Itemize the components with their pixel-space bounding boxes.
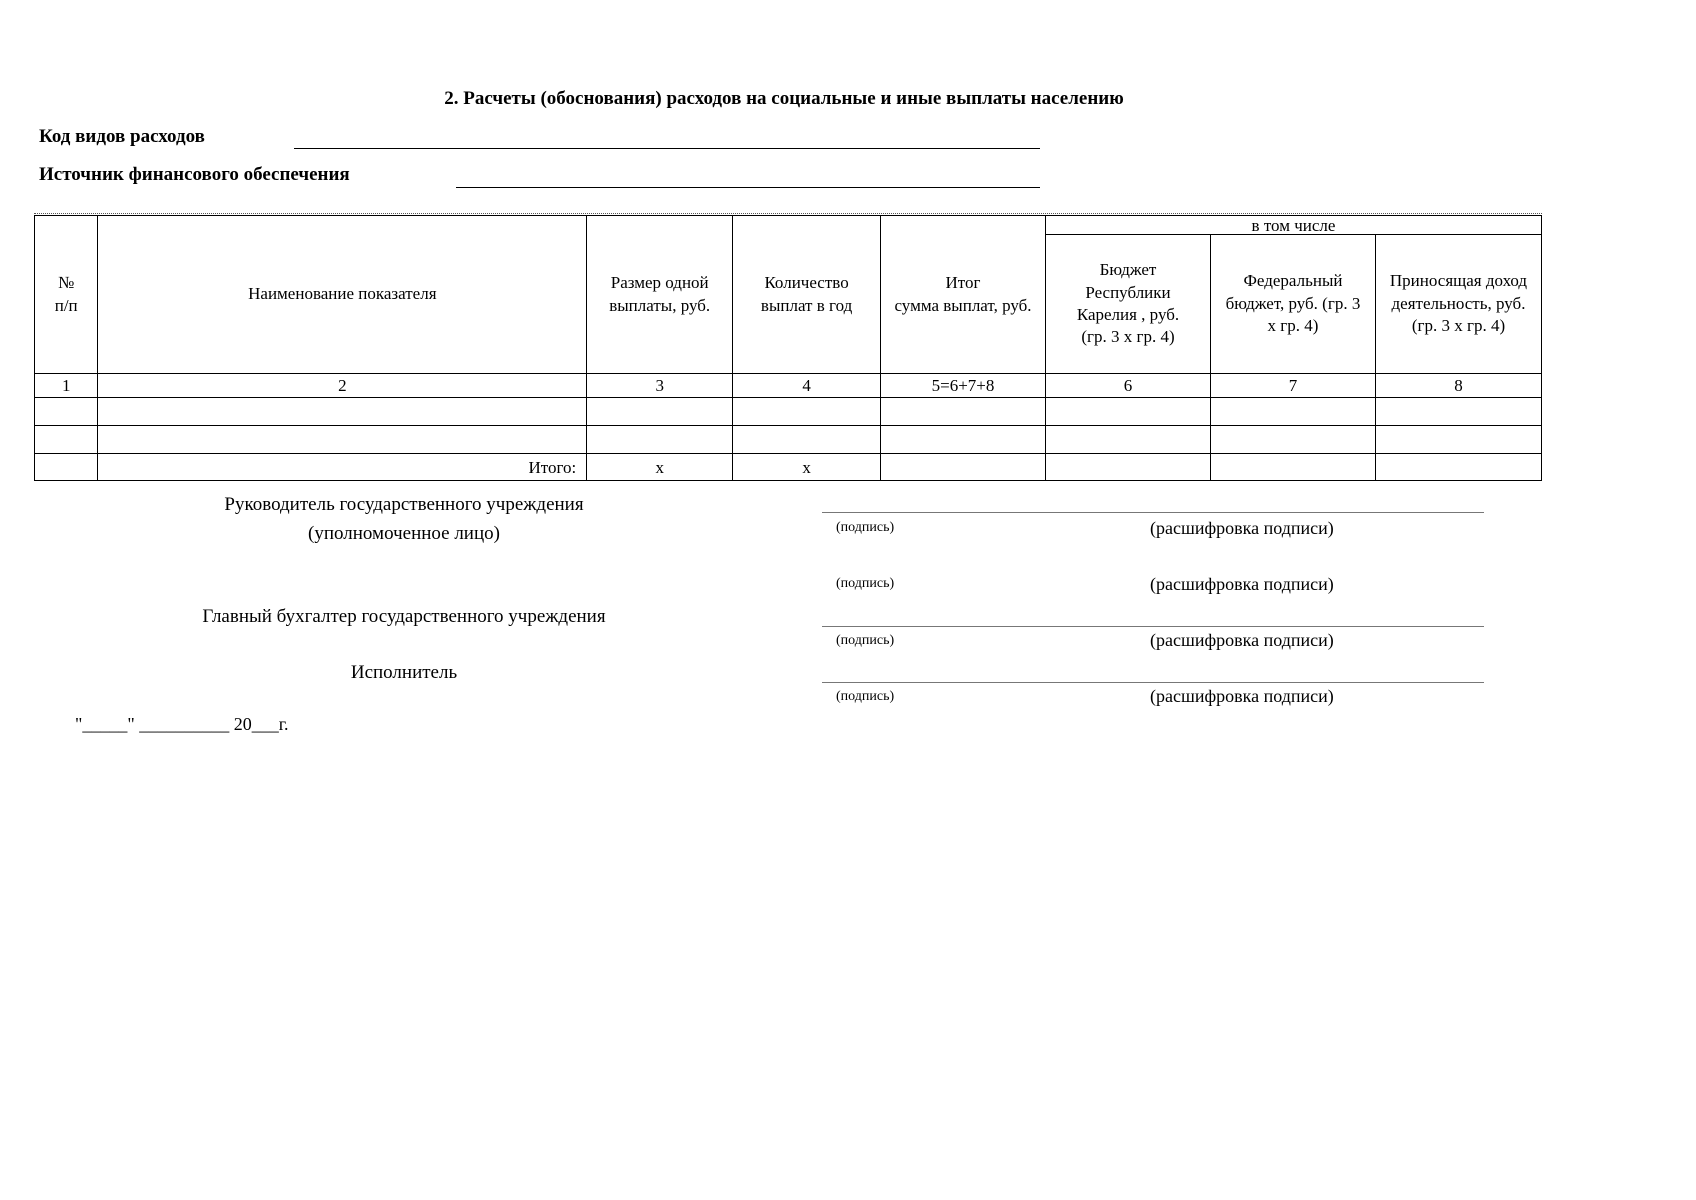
table-cell[interactable] xyxy=(1375,398,1541,426)
column-number: 3 xyxy=(587,374,733,398)
executor-title: Исполнитель xyxy=(350,662,458,683)
chief-accountant-title: Главный бухгалтер государственного учреждения xyxy=(202,606,606,627)
date-line[interactable]: "_____" __________ 20___г. xyxy=(75,714,289,734)
funding-source-label: Источник финансового обеспечения xyxy=(39,164,350,185)
chief-accountant-signature-line[interactable] xyxy=(822,626,1484,627)
total-karelia-cell[interactable] xyxy=(1046,454,1211,481)
header-payment-count: Количество выплат в год xyxy=(733,216,881,374)
header-karelia-budget: Бюджет Республики Карелия , руб. (гр. 3 х гр. 4) xyxy=(1046,235,1211,374)
expense-code-label: Код видов расходов xyxy=(39,126,205,147)
table-top-dotted-rule xyxy=(34,213,1542,214)
total-sum-cell[interactable] xyxy=(881,454,1046,481)
head-signature-line[interactable] xyxy=(822,512,1484,513)
table-cell[interactable] xyxy=(1210,426,1375,454)
table-cell[interactable] xyxy=(98,426,587,454)
table-cell[interactable] xyxy=(1046,426,1211,454)
total-income-cell[interactable] xyxy=(1375,454,1541,481)
header-payment-size: Размер одной выплаты, руб. xyxy=(587,216,733,374)
total-federal-cell[interactable] xyxy=(1210,454,1375,481)
total-row xyxy=(35,454,1542,481)
table-cell[interactable] xyxy=(35,398,98,426)
header-row-number: № п/п xyxy=(35,216,98,374)
header-income-activity: Приносящая доход деятельность, руб. (гр. 3 х гр. 4) xyxy=(1375,235,1541,374)
column-number: 2 xyxy=(98,374,587,398)
second-signature-caption: (подпись) xyxy=(836,576,895,591)
chief-accountant-signature-caption: (подпись) xyxy=(836,633,895,648)
table-cell[interactable] xyxy=(733,426,881,454)
table-row xyxy=(35,398,1542,426)
header-including: в том числе xyxy=(1046,216,1542,235)
expenses-table xyxy=(34,215,1542,481)
column-number: 8 xyxy=(1375,374,1541,398)
table-row xyxy=(35,426,1542,454)
total-size-cell: x xyxy=(587,454,733,481)
table-cell[interactable] xyxy=(587,426,733,454)
second-decoding-caption: (расшифровка подписи) xyxy=(1150,574,1334,594)
executor-decoding-caption: (расшифровка подписи) xyxy=(1150,686,1334,706)
header-federal-budget: Федеральный бюджет, руб. (гр. 3 х гр. 4) xyxy=(1210,235,1375,374)
column-number: 5=6+7+8 xyxy=(881,374,1046,398)
head-decoding-caption: (расшифровка подписи) xyxy=(1150,518,1334,538)
header-indicator-name: Наименование показателя xyxy=(98,216,587,374)
column-number: 6 xyxy=(1046,374,1211,398)
column-number: 4 xyxy=(733,374,881,398)
table-cell[interactable] xyxy=(881,398,1046,426)
funding-source-input-line[interactable] xyxy=(456,187,1040,188)
table-cell[interactable] xyxy=(1375,426,1541,454)
table-cell[interactable] xyxy=(881,426,1046,454)
document-title: 2. Расчеты (обоснования) расходов на социальные и иные выплаты населению xyxy=(444,88,1124,109)
table-cell[interactable] xyxy=(1210,398,1375,426)
total-label: Итого: xyxy=(98,454,587,481)
chief-accountant-decoding-caption: (расшифровка подписи) xyxy=(1150,630,1334,650)
total-count-cell: x xyxy=(733,454,881,481)
table-cell[interactable] xyxy=(98,398,587,426)
table-cell[interactable] xyxy=(1046,398,1211,426)
column-number: 7 xyxy=(1210,374,1375,398)
table-cell[interactable] xyxy=(35,426,98,454)
column-numbers-row xyxy=(35,374,1542,398)
head-signature-caption: (подпись) xyxy=(836,520,895,535)
table-cell xyxy=(35,454,98,481)
header-row-top xyxy=(35,216,1542,235)
table-cell[interactable] xyxy=(587,398,733,426)
executor-signature-caption: (подпись) xyxy=(836,689,895,704)
header-total-sum: Итог сумма выплат, руб. xyxy=(881,216,1046,374)
executor-signature-line[interactable] xyxy=(822,682,1484,683)
head-signatory-title: Руководитель государственного учреждения (уполномоченное лицо) xyxy=(224,494,584,545)
column-number: 1 xyxy=(35,374,98,398)
table-cell[interactable] xyxy=(733,398,881,426)
expense-code-input-line[interactable] xyxy=(294,148,1040,149)
